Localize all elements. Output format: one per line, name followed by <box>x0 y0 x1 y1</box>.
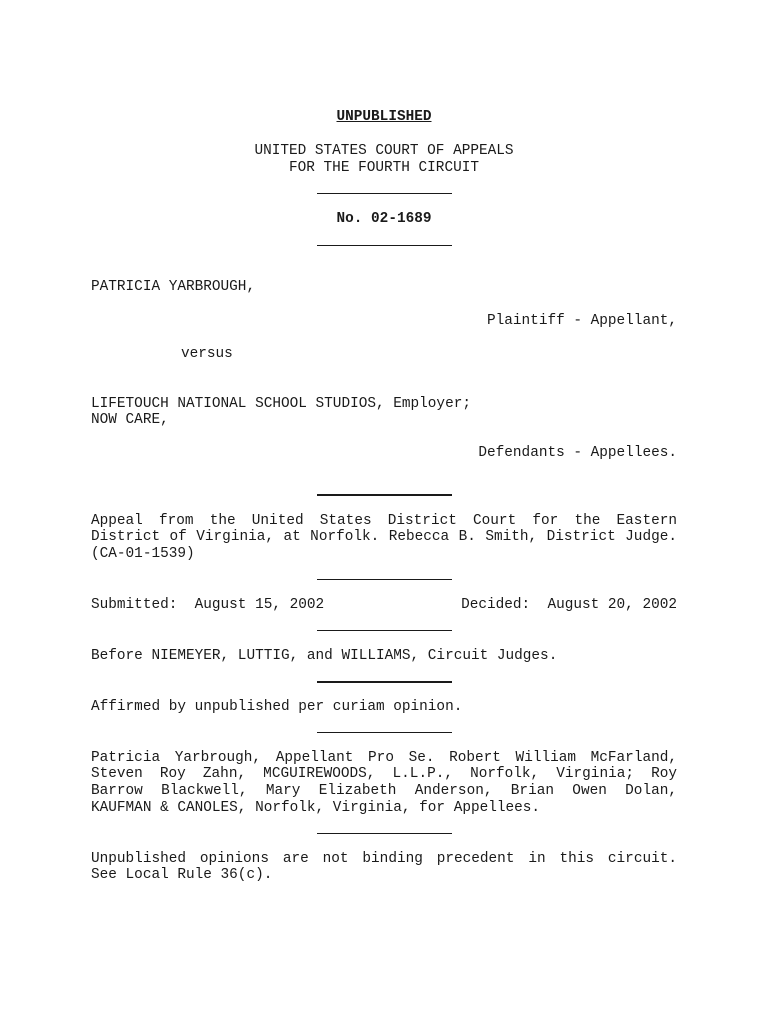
dates-row <box>91 597 677 614</box>
court-name-line1: UNITED STATES COURT OF APPEALS <box>254 143 514 159</box>
appeal-line2: District of Virginia, at Norfolk. Rebecca B. Smith, District Judge. <box>91 529 677 545</box>
divider-rule <box>317 630 452 631</box>
divider-rule <box>317 245 452 246</box>
counsel-line4: KAUFMAN & CANOLES, Norfolk, Virginia, for Appellees. <box>91 800 541 816</box>
counsel-line3: Barrow Blackwell, Mary Elizabeth Anderson, Brian Owen Dolan, <box>91 783 677 799</box>
unpublished-heading: UNPUBLISHED <box>336 109 432 125</box>
appeal-line3: (CA-01-1539) <box>91 546 195 562</box>
defendant-line2: NOW CARE, <box>91 412 169 428</box>
counsel-line1: Patricia Yarbrough, Appellant Pro Se. Robert William McFarland, <box>91 750 677 766</box>
opinion-page <box>91 0 677 1024</box>
divider-rule-thick <box>317 681 452 683</box>
disposition: Affirmed by unpublished per curiam opinion. <box>91 699 463 715</box>
decided-date: Decided: August 20, 2002 <box>461 597 677 613</box>
notice-line2: See Local Rule 36(c). <box>91 867 273 883</box>
defendant-line1: LIFETOUCH NATIONAL SCHOOL STUDIOS, Employer; <box>91 396 471 412</box>
divider-rule <box>317 579 452 580</box>
plaintiff-role: Plaintiff - Appellant, <box>487 313 677 329</box>
defendant-role: Defendants - Appellees. <box>478 445 677 461</box>
divider-rule-thick <box>317 494 452 496</box>
notice-line1: Unpublished opinions are not binding precedent in this circuit. <box>91 851 677 867</box>
appeal-line1: Appeal from the United States District Court for the Eastern <box>91 513 677 529</box>
divider-rule <box>317 193 452 194</box>
plaintiff-name: PATRICIA YARBROUGH, <box>91 279 256 295</box>
divider-rule <box>317 732 452 733</box>
versus-label: versus <box>181 346 233 362</box>
divider-rule <box>317 833 452 834</box>
case-number: No. 02-1689 <box>336 211 432 227</box>
submitted-date: Submitted: August 15, 2002 <box>91 597 325 613</box>
court-name-line2: FOR THE FOURTH CIRCUIT <box>289 160 479 176</box>
counsel-line2: Steven Roy Zahn, MCGUIREWOODS, L.L.P., Norfolk, Virginia; Roy <box>91 766 677 782</box>
panel-judges: Before NIEMEYER, LUTTIG, and WILLIAMS, Circuit Judges. <box>91 648 558 664</box>
